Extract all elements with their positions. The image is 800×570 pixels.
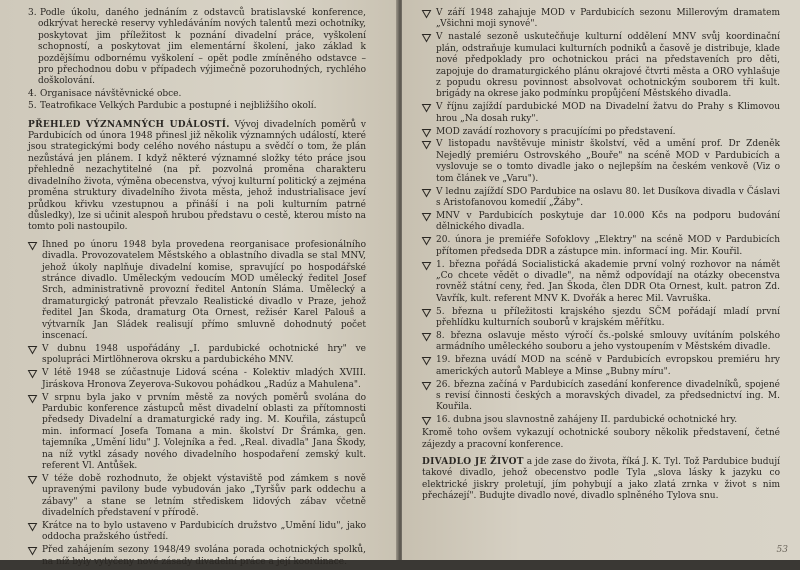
triangle-bullet-icon bbox=[28, 474, 39, 484]
event-item: 5. března u příležitosti krajského sjezdu SČM pořádají mladí první přehlídku kulturních souborů v krajském měřítku. bbox=[422, 307, 780, 330]
triangle-bullet-icon bbox=[422, 380, 433, 390]
event-item: V nastalé sezoně uskutečňuje kulturní oddělení MNV svůj koordinační plán, odstraňuje kumulaci kulturních podniků a časově je distribuje, klade nové předpoklady pro ochotnickou práci na představeních pro děti, zapojuje do dramaturgického plánu okrajové čtvrti města a ORO vyhlašuje z popudu okresu povinnost absolvovat ochotnickým souborem tři kult. brigády na okrese jako podmínku propůjčení Městského divadla. bbox=[422, 32, 780, 100]
page-number: 53 bbox=[776, 544, 788, 555]
event-item: Před zahájením sezony 1948/49 svolána porada ochotnických spolků, na níž byly vytyčeny nové zásady divadelní práce a její koordinace. bbox=[28, 545, 366, 568]
triangle-bullet-icon bbox=[28, 521, 39, 531]
triangle-bullet-icon bbox=[422, 415, 433, 425]
final-paragraph: DIVADLO JE ŽIVOT a jde zase do života, říká J. K. Tyl. Tož Pardubice budují takové divadlo, jehož obecenstvo podle Tyla „slova lásky k jazyku co elektrické jiskry proletují, jím pohybují a jako zlatá zrnka v život s nim přecházejí". Budujte divadlo nové, divadlo splněného Tylova snu. bbox=[422, 457, 780, 502]
event-item: V listopadu navštěvuje ministr školství, věd a umění prof. Dr Zdeněk Nejedlý premiéru Ostrovského „Bouře" na scéně MOD v Pardubicích a vyslovuje se o tomto divadle jako o nejlepším na českém venkově (Viz o tom článek ve „Varu"). bbox=[422, 139, 780, 185]
final-heading: DIVADLO JE ŽIVOT bbox=[422, 457, 524, 468]
triangle-bullet-icon bbox=[422, 32, 433, 42]
triangle-bullet-icon bbox=[422, 127, 433, 137]
numbered-point-4: 4. Organisace návštěvnické obce. bbox=[28, 88, 182, 99]
event-item: V lednu zajíždí SDO Pardubice na oslavu 80. let Dusíkova divadla v Čáslavi s Aristofanovou komedií „Žáby". bbox=[422, 187, 780, 210]
triangle-bullet-icon bbox=[422, 102, 433, 112]
triangle-bullet-icon bbox=[28, 240, 39, 250]
event-item: Ihned po únoru 1948 byla provedena reorganisace profesionálního divadla. Provozovatelem Městského a oblastního divadla se stal MNV, jehož úkoly naplňuje divadelní komise, spravující po hospodářské stránce divadlo. Uměleckým vedoucím MOD umělecký ředitel Josef Srch, administrativně provozní ředitel Antonín Sláma. Umělecký a dramaturgický patronát převzalo Realistické divadlo v Praze, jehož ředitel Jan Škoda, dramaturg Ota Ornest, režisér Karel Palouš a výtvarník Jan Sládek realisují přímo smluvně dohodnutý počet inscenací. bbox=[28, 240, 366, 343]
event-item: V dubnu 1948 uspořádány „I. pardubické ochotnické hry" ve spolupráci Mirtlöhnerova okrsku a pardubického MNV. bbox=[28, 344, 366, 367]
event-item: V létě 1948 se zúčastnuje Lidová scéna - Kolektiv mladých XVIII. Jiráskova Hronova Zeyerova-Sukovou pohádkou „Radúz a Mahulena". bbox=[28, 368, 366, 391]
triangle-bullet-icon bbox=[422, 187, 433, 197]
triangle-bullet-icon bbox=[422, 211, 433, 221]
event-item: 26. března začíná v Pardubicích zasedání konference divadelníků, spojené s revisí činnosti českých a moravských divadel, za předsednictví ing. M. Kouřila. bbox=[422, 380, 780, 414]
overview-paragraph: PŘEHLED VÝZNAMNÝCH UDÁLOSTÍ. Vývoj divadelních poměrů v Pardubicích od února 1948 přinesl již několik významných událostí, které jsou strategickými body celého nového nástupu a svědčí o tom, že plán nezůstává jen plánem. I když některé významné složky této práce jsou přehledně nezachytitelné (na př. pozvolná proměna charakteru divadelního života, výměna obecenstva, vývoj kulturní politický a zejména proměna struktury divadelního života města, jehož industrialisace jeví průdkou křivku vzestupnou a přináší i na poli kulturním patrné důsledky), lze si učinit alespoň hrubou představu o cestě, kterou místo na tomto poli nastoupilo. bbox=[28, 119, 366, 233]
triangle-bullet-icon bbox=[28, 393, 39, 403]
event-item: MNV v Pardubicích poskytuje dar 10.000 Kčs na podporu budování dělnického divadla. bbox=[422, 211, 780, 234]
triangle-bullet-icon bbox=[422, 8, 433, 18]
right-column bbox=[422, 8, 780, 503]
right-page bbox=[402, 0, 800, 560]
event-item: MOD zavádí rozhovory s pracujícími po představení. bbox=[422, 127, 780, 138]
numbered-point-5: 5. Teatrofikace Velkých Pardubic a postupné i nejbližšího okolí. bbox=[28, 101, 317, 112]
event-item: Krátce na to bylo ustaveno v Pardubicích družstvo „Umění lidu", jako oddocha pražského ústředí. bbox=[28, 521, 366, 544]
event-item: 16. dubna jsou slavnostně zahájeny II. pardubické ochotnické hry. bbox=[422, 415, 780, 426]
triangle-bullet-icon bbox=[422, 307, 433, 317]
event-item: 20. února je premiéře Sofoklovy „Elektry" na scéně MOD v Pardubicích přítomen předseda DDR a zástupce min. informací ing. Mir. Kouřil. bbox=[422, 235, 780, 258]
event-item: V téže době rozhodnuto, že objekt výstaviště pod zámkem s nově upravenými pavilony bude vybudován jako „Tyršův park oddechu a zábavy" a stane se letním střediskem lidových zábav včetně divadelních představení v přírodě. bbox=[28, 474, 366, 520]
overview-heading: PŘEHLED VÝZNAMNÝCH UDÁLOSTÍ. bbox=[28, 119, 230, 130]
event-item: V srpnu byla jako v prvním městě za nových poměrů svolána do Pardubic konference zástupců měst divadelní oblasti za přítomnosti předsedy Divadelní a dramaturgické rady ing. M. Kouřila, zástupců min. informací Josefa Tomana a min. školství Dr Šrámka, gen. tajemníka „Umění lidu" J. Volejníka a řed. „Real. divadla" Jana Škody, na níž vytkl zásady nového divadelního hospodaření zemský kult. referent Vl. Antůšek. bbox=[28, 393, 366, 473]
triangle-bullet-icon bbox=[422, 235, 433, 245]
triangle-bullet-icon bbox=[28, 344, 39, 354]
triangle-bullet-icon bbox=[422, 355, 433, 365]
triangle-bullet-icon bbox=[422, 139, 433, 149]
event-item: 19. března uvádí MOD na scéně v Pardubicích evropskou premiéru hry amerických autorů Mableye a Minse „Bubny míru". bbox=[422, 355, 780, 378]
event-item: 8. března oslavuje město výročí čs.-polské smlouvy uvítáním polského armádního uměleckého souboru a jeho vystoupením v Městském divadle. bbox=[422, 331, 780, 354]
triangle-bullet-icon bbox=[28, 545, 39, 555]
triangle-bullet-icon bbox=[422, 260, 433, 270]
left-column bbox=[28, 8, 366, 570]
event-item: V září 1948 zahajuje MOD v Pardubicích sezonu Millerovým dramatem „Všichni moji synové". bbox=[422, 8, 780, 31]
triangle-bullet-icon bbox=[28, 368, 39, 378]
numbered-point-3: 3. Podle úkolu, daného jednáním z odstavců bratislavské konference, odkrývat hereckė reservy vyhledáváním nových talentů mezi ochotníky, poskytovat jim příležitost k poznání divadelní práce, vyškolení schopností, a poskytovat jim elementární školení, jako základ k pozdějšímu odbornému vyškolení – opět podle zmíněného odstavce – pro přechodnou dobu v případech výjimečně pozoruhodných, rychlého doškolování. bbox=[28, 8, 366, 87]
event-item: 1. března pořádá Socialistická akademie první volný rozhovor na námět „Co chcete vědět o divadle", na němž odpovídají na otázky obecenstva rovněž státní ceny, řed. Jan Škoda, člen DDR Ota Ornest, kult. patron Zd. Vavřík, kult. referent MNV K. Dvořák a herec Mil. Vavruška. bbox=[422, 260, 780, 306]
triangle-bullet-icon bbox=[422, 331, 433, 341]
left-page bbox=[0, 0, 398, 567]
event-item: V říjnu zajíždí pardubické MOD na Divadelní žatvu do Prahy s Klimovou hrou „Na dosah ruky". bbox=[422, 102, 780, 125]
closing-paragraph: Kromě toho ovšem vykazují ochotnické soubory několik představení, četné zájezdy a pracovní konference. bbox=[422, 428, 780, 450]
